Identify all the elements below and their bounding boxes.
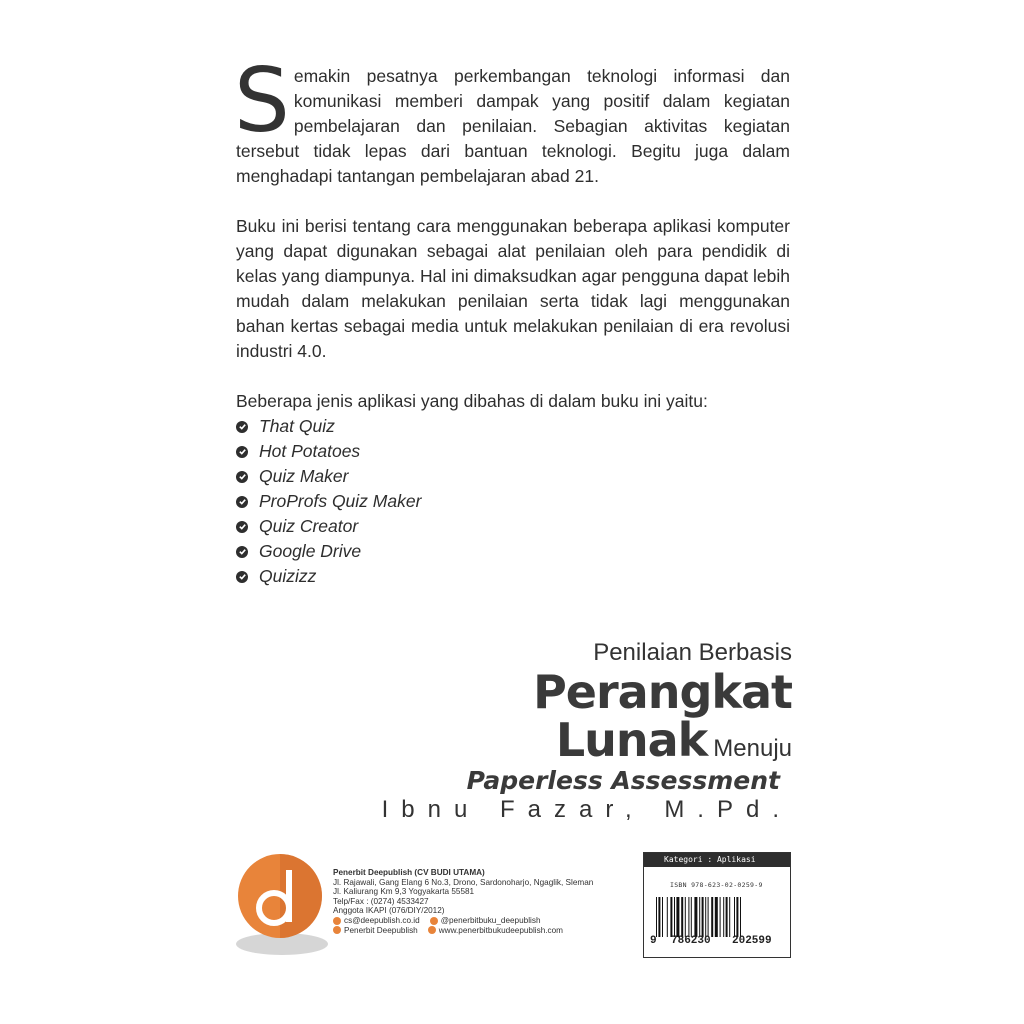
blurb-paragraph-3: Beberapa jenis aplikasi yang dibahas di dalam buku ini yaitu:	[236, 391, 708, 411]
app-list	[236, 414, 790, 589]
app-name: Google Drive	[259, 541, 362, 561]
check-circle-icon	[236, 496, 248, 508]
list-item	[236, 489, 790, 514]
check-circle-icon	[236, 421, 248, 433]
check-circle-icon	[236, 571, 248, 583]
barcode-digits-right: 202599	[732, 935, 772, 947]
list-item	[236, 564, 790, 589]
check-circle-icon	[236, 471, 248, 483]
publisher-email: cs@deepublish.co.id	[344, 915, 420, 925]
app-name: ProProfs Quiz Maker	[259, 491, 422, 511]
category-label: Kategori : Aplikasi	[644, 853, 790, 867]
title-line-3-rest: Menuju	[713, 735, 792, 762]
app-name: Quiz Creator	[259, 516, 359, 536]
blurb-paragraph-1-text: emakin pesatnya perkembangan teknologi informasi dan komunikasi memberi dampak yang positif dalam kegiatan pembelajaran dan penilaian. Sebagian aktivitas kegiatan tersebut tidak lepas dari bantuan teknologi. Begitu juga dalam menghadapi tantangan pembelajaran abad 21.	[236, 66, 790, 186]
instagram-icon	[430, 917, 438, 925]
publisher-member: Anggota IKAPI (076/DIY/2012)	[333, 906, 445, 916]
publisher-address-2: Jl. Kaliurang Km 9,3 Yogyakarta 55581	[333, 887, 475, 897]
check-circle-icon	[236, 546, 248, 558]
barcode-digit-lead: 9	[650, 935, 657, 947]
blurb	[234, 49, 790, 589]
list-item	[236, 414, 790, 439]
app-name: Quizizz	[259, 566, 317, 586]
publisher-instagram: @penerbitbuku_deepublish	[440, 915, 541, 925]
publisher-contact-row-1	[333, 916, 633, 926]
title-line-1: Penilaian Berbasis	[593, 639, 792, 666]
check-circle-icon	[236, 446, 248, 458]
publisher-info	[333, 868, 633, 935]
list-item	[236, 464, 790, 489]
app-name: Hot Potatoes	[259, 441, 361, 461]
book-title	[467, 638, 792, 798]
check-circle-icon	[236, 521, 248, 533]
web-icon	[428, 926, 436, 934]
title-line-2: Perangkat	[533, 665, 792, 719]
publisher-website: www.penerbitbukudeepublish.com	[438, 925, 564, 935]
isbn-text: ISBN 978-623-02-0259-9	[670, 881, 763, 889]
title-line-4: Paperless Assessment	[466, 766, 780, 795]
title-line-3	[467, 713, 792, 767]
publisher-facebook: Penerbit Deepublish	[344, 925, 418, 935]
barcode-box	[643, 852, 791, 958]
blurb-paragraph-1	[234, 49, 790, 189]
title-line-3-bold: Lunak	[555, 713, 708, 767]
publisher-phone: Telp/Fax : (0274) 4533427	[333, 896, 429, 906]
author-name: Ibnu Fazar, M.Pd.	[381, 796, 792, 823]
barcode-bars	[656, 897, 780, 937]
app-name: Quiz Maker	[259, 466, 349, 486]
list-item	[236, 439, 790, 464]
publisher-address-1: Jl. Rajawali, Gang Elang 6 No.3, Drono, Sardonoharjo, Ngaglik, Sleman	[333, 877, 594, 887]
blurb-paragraph-2: Buku ini berisi tentang cara menggunakan beberapa aplikasi komputer yang dapat digunakan sebagai alat penilaian oleh para pendidik di kelas yang diampunya. Hal ini dimaksudkan agar pengguna dapat lebih mudah dalam melakukan penilaian serta tidak lagi menggunakan bahan kertas sebagai media untuk melakukan penilaian di era revolusi industri 4.0.	[236, 216, 790, 361]
email-icon	[333, 917, 341, 925]
app-name: That Quiz	[259, 416, 335, 436]
publisher-name: Penerbit Deepublish (CV BUDI UTAMA)	[333, 868, 485, 877]
list-item	[236, 539, 790, 564]
deepublish-logo-icon	[234, 852, 330, 958]
barcode-digits-left: 786230	[671, 935, 711, 947]
drop-cap: S	[234, 49, 290, 152]
publisher-contact-row-2	[333, 926, 633, 936]
list-item	[236, 514, 790, 539]
facebook-icon	[333, 926, 341, 934]
